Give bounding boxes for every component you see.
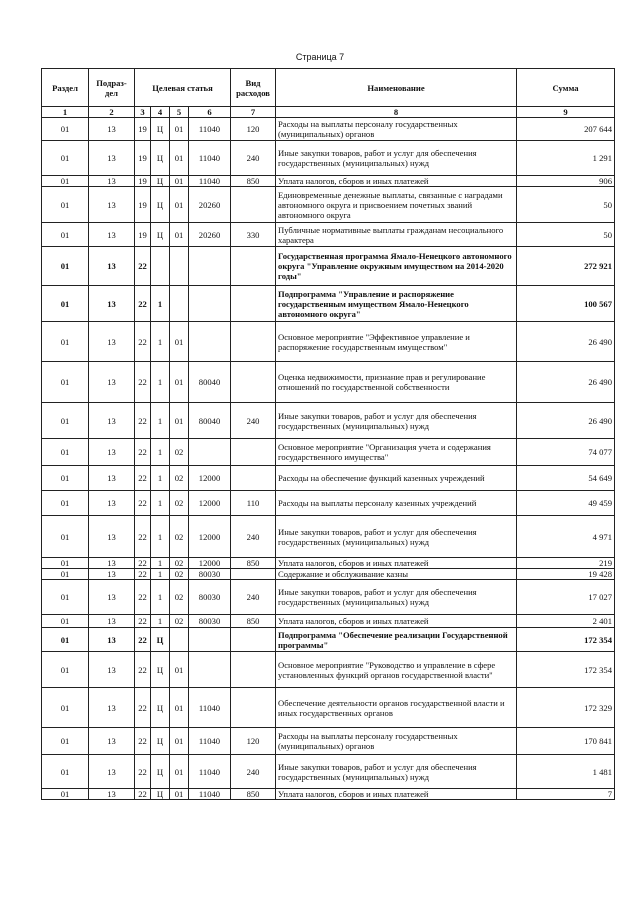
direction-cell <box>189 652 231 688</box>
program-cell: 22 <box>135 789 151 800</box>
table-row <box>42 223 615 247</box>
program-cell: 22 <box>135 403 151 439</box>
program-cell: 22 <box>135 755 151 789</box>
event-cell: 02 <box>170 580 189 615</box>
podrazdel-cell: 13 <box>89 247 135 286</box>
program-cell: 22 <box>135 286 151 322</box>
podrazdel-cell: 13 <box>89 176 135 187</box>
vid-cell: 120 <box>231 118 276 141</box>
vid-cell <box>231 286 276 322</box>
program-cell: 22 <box>135 569 151 580</box>
podrazdel-cell: 13 <box>89 628 135 652</box>
sum-cell: 172 329 <box>517 688 615 728</box>
name-cell: Единовременные денежные выплаты, связанные с наградами автономного округа и присвоением почетных званий автономного округа <box>276 187 517 223</box>
event-cell: 01 <box>170 141 189 176</box>
event-cell: 02 <box>170 615 189 628</box>
program-cell: 22 <box>135 466 151 491</box>
razdel-cell: 01 <box>42 286 89 322</box>
name-cell: Иные закупки товаров, работ и услуг для обеспечения государственных (муниципальных) нужд <box>276 516 517 558</box>
subprogram-cell: Ц <box>151 118 170 141</box>
vid-cell <box>231 628 276 652</box>
table-row <box>42 322 615 362</box>
program-cell: 19 <box>135 118 151 141</box>
razdel-cell: 01 <box>42 580 89 615</box>
table-row <box>42 652 615 688</box>
vid-cell <box>231 322 276 362</box>
vid-cell: 110 <box>231 491 276 516</box>
subprogram-cell: Ц <box>151 141 170 176</box>
table-row <box>42 176 615 187</box>
table-header-row <box>42 69 615 107</box>
sum-cell: 219 <box>517 558 615 569</box>
event-cell: 01 <box>170 755 189 789</box>
vid-cell: 120 <box>231 728 276 755</box>
subprogram-cell: 1 <box>151 516 170 558</box>
razdel-cell: 01 <box>42 688 89 728</box>
program-cell: 22 <box>135 652 151 688</box>
name-cell: Подпрограмма "Управление и распоряжение государственным имуществом Ямало-Ненецкого автономного округа" <box>276 286 517 322</box>
name-cell: Оценка недвижимости, признание прав и регулирование отношений по государственной собственности <box>276 362 517 403</box>
vid-cell: 850 <box>231 558 276 569</box>
vid-cell: 240 <box>231 580 276 615</box>
direction-cell: 11040 <box>189 176 231 187</box>
podrazdel-cell: 13 <box>89 322 135 362</box>
subprogram-cell: 1 <box>151 569 170 580</box>
program-cell: 22 <box>135 628 151 652</box>
sum-cell: 49 459 <box>517 491 615 516</box>
vid-cell: 240 <box>231 403 276 439</box>
vid-cell: 240 <box>231 141 276 176</box>
razdel-cell: 01 <box>42 223 89 247</box>
event-cell: 01 <box>170 223 189 247</box>
event-cell: 01 <box>170 322 189 362</box>
name-cell: Расходы на обеспечение функций казенных учреждений <box>276 466 517 491</box>
name-cell: Расходы на выплаты персоналу государственных (муниципальных) органов <box>276 118 517 141</box>
vid-cell: 850 <box>231 789 276 800</box>
name-cell: Иные закупки товаров, работ и услуг для обеспечения государственных (муниципальных) нужд <box>276 580 517 615</box>
razdel-cell: 01 <box>42 187 89 223</box>
table-row <box>42 580 615 615</box>
sum-cell: 17 027 <box>517 580 615 615</box>
program-cell: 19 <box>135 141 151 176</box>
subprogram-cell: 1 <box>151 615 170 628</box>
vid-cell <box>231 652 276 688</box>
event-cell: 01 <box>170 403 189 439</box>
subprogram-cell <box>151 247 170 286</box>
program-cell: 22 <box>135 439 151 466</box>
sum-cell: 1 291 <box>517 141 615 176</box>
subprogram-cell: Ц <box>151 789 170 800</box>
subprogram-cell: Ц <box>151 628 170 652</box>
sum-cell: 26 490 <box>517 403 615 439</box>
vid-cell <box>231 466 276 491</box>
header-celevaya: Целевая статья <box>135 69 231 107</box>
name-cell: Содержание и обслуживание казны <box>276 569 517 580</box>
column-number-row <box>42 107 615 118</box>
event-cell: 02 <box>170 466 189 491</box>
table-row <box>42 558 615 569</box>
event-cell: 02 <box>170 516 189 558</box>
table-row <box>42 286 615 322</box>
sum-cell: 170 841 <box>517 728 615 755</box>
column-number: 8 <box>276 107 517 118</box>
subprogram-cell: Ц <box>151 728 170 755</box>
column-number: 2 <box>89 107 135 118</box>
direction-cell <box>189 247 231 286</box>
podrazdel-cell: 13 <box>89 688 135 728</box>
table-row <box>42 789 615 800</box>
page-label: Страница 7 <box>295 52 345 62</box>
podrazdel-cell: 13 <box>89 615 135 628</box>
name-cell: Уплата налогов, сборов и иных платежей <box>276 176 517 187</box>
sum-cell: 19 428 <box>517 569 615 580</box>
vid-cell <box>231 569 276 580</box>
sum-cell: 50 <box>517 187 615 223</box>
table-row <box>42 516 615 558</box>
direction-cell: 80040 <box>189 362 231 403</box>
subprogram-cell: 1 <box>151 362 170 403</box>
subprogram-cell: Ц <box>151 755 170 789</box>
sum-cell: 1 481 <box>517 755 615 789</box>
column-number: 7 <box>231 107 276 118</box>
column-number: 3 <box>135 107 151 118</box>
event-cell: 01 <box>170 187 189 223</box>
podrazdel-cell: 13 <box>89 223 135 247</box>
direction-cell: 80030 <box>189 615 231 628</box>
podrazdel-cell: 13 <box>89 403 135 439</box>
program-cell: 22 <box>135 362 151 403</box>
subprogram-cell: 1 <box>151 491 170 516</box>
sum-cell: 100 567 <box>517 286 615 322</box>
direction-cell: 11040 <box>189 688 231 728</box>
podrazdel-cell: 13 <box>89 728 135 755</box>
direction-cell <box>189 286 231 322</box>
event-cell: 01 <box>170 789 189 800</box>
sum-cell: 172 354 <box>517 628 615 652</box>
name-cell: Государственная программа Ямало-Ненецкого автономного округа "Управление окружным имуществом на 2014-2020 годы" <box>276 247 517 286</box>
name-cell: Уплата налогов, сборов и иных платежей <box>276 789 517 800</box>
name-cell: Основное мероприятие "Эффективное управление и распоряжение государственным имуществом" <box>276 322 517 362</box>
table-row <box>42 728 615 755</box>
vid-cell: 850 <box>231 615 276 628</box>
sum-cell: 26 490 <box>517 322 615 362</box>
direction-cell: 12000 <box>189 558 231 569</box>
program-cell: 22 <box>135 615 151 628</box>
event-cell: 01 <box>170 688 189 728</box>
name-cell: Расходы на выплаты персоналу казенных учреждений <box>276 491 517 516</box>
razdel-cell: 01 <box>42 118 89 141</box>
direction-cell: 11040 <box>189 755 231 789</box>
subprogram-cell: Ц <box>151 223 170 247</box>
event-cell <box>170 286 189 322</box>
name-cell: Основное мероприятие "Руководство и управление в сфере установленных функций органов государственной власти" <box>276 652 517 688</box>
vid-cell <box>231 187 276 223</box>
table-row <box>42 187 615 223</box>
subprogram-cell: 1 <box>151 580 170 615</box>
name-cell: Основное мероприятие "Организация учета и содержания государственного имущества" <box>276 439 517 466</box>
sum-cell: 172 354 <box>517 652 615 688</box>
podrazdel-cell: 13 <box>89 491 135 516</box>
subprogram-cell: 1 <box>151 439 170 466</box>
program-cell: 19 <box>135 176 151 187</box>
table-row <box>42 247 615 286</box>
subprogram-cell: 1 <box>151 322 170 362</box>
budget-table <box>41 68 615 800</box>
podrazdel-cell: 13 <box>89 141 135 176</box>
direction-cell: 12000 <box>189 466 231 491</box>
table-row <box>42 466 615 491</box>
table-row <box>42 403 615 439</box>
razdel-cell: 01 <box>42 755 89 789</box>
razdel-cell: 01 <box>42 652 89 688</box>
direction-cell: 11040 <box>189 789 231 800</box>
direction-cell: 12000 <box>189 516 231 558</box>
podrazdel-cell: 13 <box>89 516 135 558</box>
name-cell: Иные закупки товаров, работ и услуг для обеспечения государственных (муниципальных) нужд <box>276 755 517 789</box>
razdel-cell: 01 <box>42 176 89 187</box>
header-vid: Вид расходов <box>231 69 276 107</box>
razdel-cell: 01 <box>42 322 89 362</box>
table-row <box>42 688 615 728</box>
table-row <box>42 755 615 789</box>
table-row <box>42 141 615 176</box>
vid-cell <box>231 439 276 466</box>
header-summa: Сумма <box>517 69 615 107</box>
sum-cell: 7 <box>517 789 615 800</box>
header-name: Наименование <box>276 69 517 107</box>
vid-cell: 240 <box>231 755 276 789</box>
direction-cell <box>189 439 231 466</box>
subprogram-cell: 1 <box>151 466 170 491</box>
column-number: 6 <box>189 107 231 118</box>
column-number: 1 <box>42 107 89 118</box>
event-cell <box>170 628 189 652</box>
direction-cell <box>189 322 231 362</box>
vid-cell: 330 <box>231 223 276 247</box>
column-number: 5 <box>170 107 189 118</box>
subprogram-cell: 1 <box>151 286 170 322</box>
table-row <box>42 615 615 628</box>
subprogram-cell: Ц <box>151 176 170 187</box>
direction-cell: 80040 <box>189 403 231 439</box>
podrazdel-cell: 13 <box>89 187 135 223</box>
direction-cell: 11040 <box>189 728 231 755</box>
event-cell: 02 <box>170 569 189 580</box>
vid-cell <box>231 247 276 286</box>
podrazdel-cell: 13 <box>89 558 135 569</box>
table-row <box>42 118 615 141</box>
podrazdel-cell: 13 <box>89 755 135 789</box>
razdel-cell: 01 <box>42 403 89 439</box>
podrazdel-cell: 13 <box>89 286 135 322</box>
program-cell: 22 <box>135 491 151 516</box>
name-cell: Обеспечение деятельности органов государственной власти и иных государственных органов <box>276 688 517 728</box>
podrazdel-cell: 13 <box>89 789 135 800</box>
podrazdel-cell: 13 <box>89 580 135 615</box>
sum-cell: 2 401 <box>517 615 615 628</box>
subprogram-cell: 1 <box>151 403 170 439</box>
table-row <box>42 628 615 652</box>
event-cell: 02 <box>170 491 189 516</box>
event-cell: 01 <box>170 118 189 141</box>
event-cell <box>170 247 189 286</box>
vid-cell <box>231 688 276 728</box>
column-number: 4 <box>151 107 170 118</box>
program-cell: 19 <box>135 223 151 247</box>
vid-cell: 850 <box>231 176 276 187</box>
razdel-cell: 01 <box>42 439 89 466</box>
table-row <box>42 439 615 466</box>
event-cell: 01 <box>170 728 189 755</box>
direction-cell: 11040 <box>189 118 231 141</box>
podrazdel-cell: 13 <box>89 362 135 403</box>
sum-cell: 74 077 <box>517 439 615 466</box>
razdel-cell: 01 <box>42 516 89 558</box>
razdel-cell: 01 <box>42 141 89 176</box>
razdel-cell: 01 <box>42 628 89 652</box>
podrazdel-cell: 13 <box>89 466 135 491</box>
header-razdel: Раздел <box>42 69 89 107</box>
razdel-cell: 01 <box>42 558 89 569</box>
direction-cell: 20260 <box>189 187 231 223</box>
direction-cell: 11040 <box>189 141 231 176</box>
subprogram-cell: Ц <box>151 688 170 728</box>
razdel-cell: 01 <box>42 789 89 800</box>
name-cell: Уплата налогов, сборов и иных платежей <box>276 558 517 569</box>
direction-cell: 80030 <box>189 569 231 580</box>
program-cell: 22 <box>135 558 151 569</box>
subprogram-cell: Ц <box>151 187 170 223</box>
razdel-cell: 01 <box>42 466 89 491</box>
name-cell: Уплата налогов, сборов и иных платежей <box>276 615 517 628</box>
razdel-cell: 01 <box>42 615 89 628</box>
table-row <box>42 569 615 580</box>
subprogram-cell: 1 <box>151 558 170 569</box>
razdel-cell: 01 <box>42 569 89 580</box>
podrazdel-cell: 13 <box>89 652 135 688</box>
table-row <box>42 491 615 516</box>
event-cell: 01 <box>170 652 189 688</box>
program-cell: 22 <box>135 688 151 728</box>
direction-cell: 20260 <box>189 223 231 247</box>
program-cell: 22 <box>135 516 151 558</box>
sum-cell: 272 921 <box>517 247 615 286</box>
table-row <box>42 362 615 403</box>
sum-cell: 54 649 <box>517 466 615 491</box>
program-cell: 22 <box>135 322 151 362</box>
razdel-cell: 01 <box>42 491 89 516</box>
event-cell: 02 <box>170 439 189 466</box>
podrazdel-cell: 13 <box>89 118 135 141</box>
subprogram-cell: Ц <box>151 652 170 688</box>
program-cell: 22 <box>135 580 151 615</box>
sum-cell: 906 <box>517 176 615 187</box>
sum-cell: 26 490 <box>517 362 615 403</box>
vid-cell <box>231 362 276 403</box>
razdel-cell: 01 <box>42 247 89 286</box>
name-cell: Подпрограмма "Обеспечение реализации Государственной программы" <box>276 628 517 652</box>
vid-cell: 240 <box>231 516 276 558</box>
event-cell: 01 <box>170 176 189 187</box>
sum-cell: 4 971 <box>517 516 615 558</box>
event-cell: 01 <box>170 362 189 403</box>
column-number: 9 <box>517 107 615 118</box>
event-cell: 02 <box>170 558 189 569</box>
sum-cell: 50 <box>517 223 615 247</box>
direction-cell: 80030 <box>189 580 231 615</box>
razdel-cell: 01 <box>42 728 89 755</box>
razdel-cell: 01 <box>42 362 89 403</box>
direction-cell <box>189 628 231 652</box>
program-cell: 22 <box>135 247 151 286</box>
name-cell: Расходы на выплаты персоналу государственных (муниципальных) органов <box>276 728 517 755</box>
program-cell: 19 <box>135 187 151 223</box>
name-cell: Иные закупки товаров, работ и услуг для обеспечения государственных (муниципальных) нужд <box>276 141 517 176</box>
direction-cell: 12000 <box>189 491 231 516</box>
podrazdel-cell: 13 <box>89 439 135 466</box>
name-cell: Публичные нормативные выплаты гражданам несоциального характера <box>276 223 517 247</box>
name-cell: Иные закупки товаров, работ и услуг для обеспечения государственных (муниципальных) нужд <box>276 403 517 439</box>
program-cell: 22 <box>135 728 151 755</box>
sum-cell: 207 644 <box>517 118 615 141</box>
podrazdel-cell: 13 <box>89 569 135 580</box>
header-podrazdel: Подраз-дел <box>89 69 135 107</box>
